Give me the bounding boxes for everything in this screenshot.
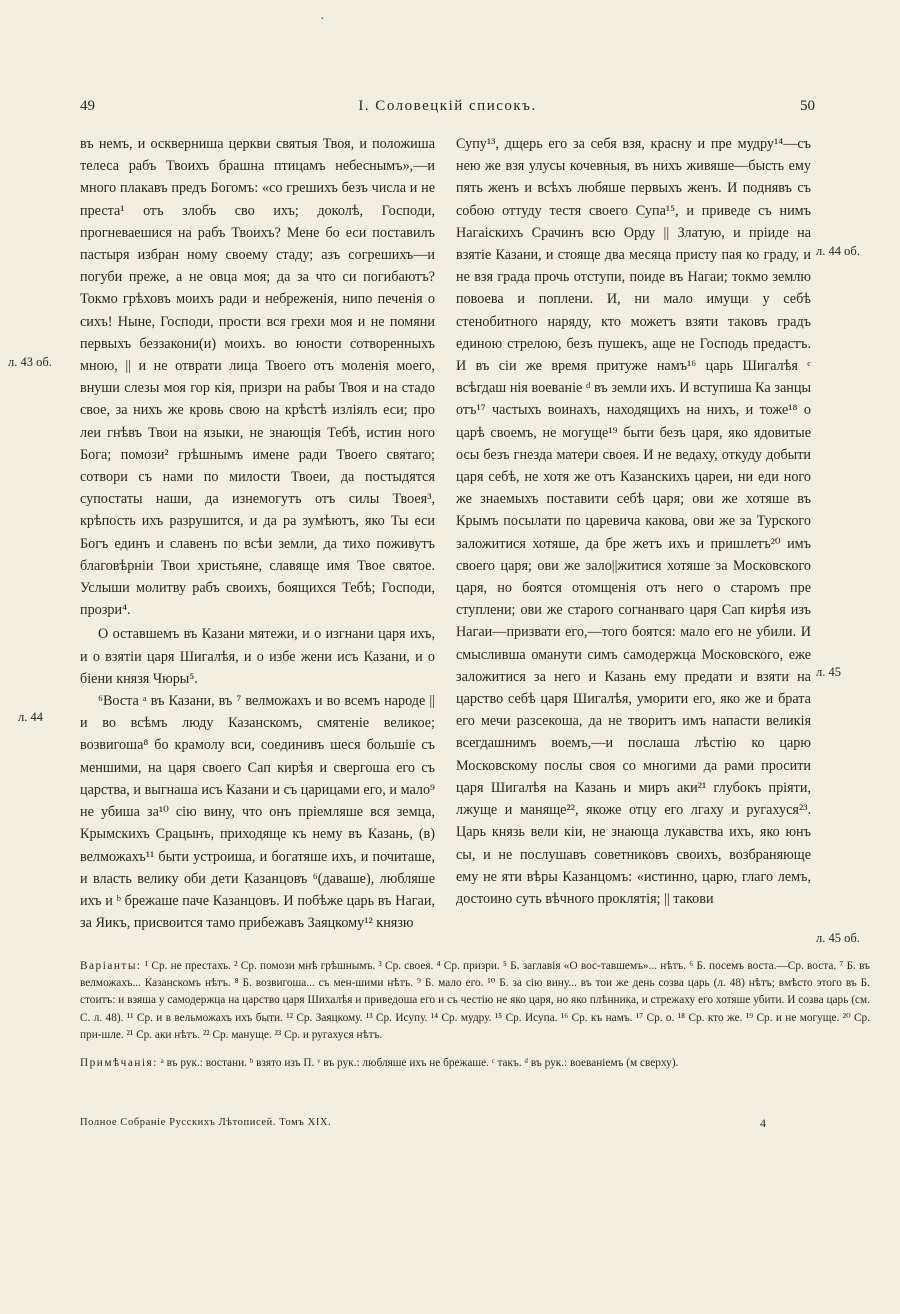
text-line: ихъ; доколѣ, Господи, прогневаешися на рабъ [80,202,435,241]
margin-note-folio: л. 45 [816,665,841,679]
text-line: народе || и во всѣмъ люду Казанскомъ, смятеніе [80,693,435,732]
heading-line: жени исъ Казани, и о біени князя Чюры⁵. [80,648,435,687]
text-line: прозри⁴. [80,602,131,619]
series-footer: Полное Собраніе Русскихъ Лѣтописей. Томъ XIX. [80,1117,332,1128]
text-line: леи гнѣвъ Твои на языки, не знающія Тебѣ, истин [80,424,402,441]
text-line: можетъ взяти таковъ градъ единою стрелою, безъ [456,313,812,352]
text-line: аки²¹ глубокъ пріяти, лжуще и манящe²², якоже [456,779,811,819]
text-line: богатяше ихъ, и почиташе, и власть велику оби [80,848,435,887]
text-line: грешихъ безъ числа и не преста¹ отъ злобъ сво [80,180,435,219]
text-line: печенія о сихъ! Ныне, Господи, прости вся грехи [80,291,436,330]
text-line: пая ко граду, и не взя града прочь отступи, [456,247,812,286]
text-line: Нагаiскихъ Срачинъ всю Орду || Златую, и пріиде [456,224,798,241]
text-line: Твоихъ? Мене бо еси поставилъ пастыря избран [80,224,435,264]
page-header [80,98,815,122]
margin-note-folio: л. 45 об. [816,931,860,945]
notes-block [80,1055,870,1072]
text-line: себѣ, не хотя же отъ Казанскихъ цареи, ни еди [488,469,779,486]
text-line: на взятіе Казани, и стояще два месяца присту [456,224,811,264]
text-line: ови же за Турского заложитися хотяше, да бре [456,513,811,552]
text-line: зумѣютъ, яко Ты еси Богъ единъ и славенъ по [80,513,435,552]
text-line: присвоится тамо прибежавъ Заяцкому¹² князю [133,915,414,932]
text-line: земца, Крымскихъ Срацынъ, приходяще къ нему [80,804,436,843]
text-line: юности сотворенныхъ мною, || и не отврати лица [80,335,436,375]
page-number-left: 49 [80,98,95,114]
text-line: ного же знаемыхъ поставити себѣ царя; ови же [456,469,811,508]
text-line: молитву рабъ своихъ, боящихся Тебѣ; Господи, [136,580,436,597]
text-line: рами просити царя Шигалѣя на Казань и миръ [456,757,811,796]
variants-block [80,958,870,1044]
page-speck: · [320,12,325,27]
narrative-paragraph [80,690,435,934]
text-line: ному своему стаду; азъ согрешихъ—и погуби [80,247,436,286]
notes-label: Примѣчанія: [80,1057,158,1070]
text-line: святаго; сотвори съ нами по милости Твоеи, да [80,446,435,486]
text-line: его мечи разсекоша, да не творитъ имъ напасти [456,713,767,730]
text-line: не яти вѣры Казанцомъ: «истинно, царю, глаго [483,868,774,885]
text-line: исъ Казани и съ царицами его, и мало⁹ не [80,781,435,821]
text-line: убиша за¹⁰ сію вину, что онъ пріемляше вся [100,804,397,821]
text-line: Супу¹³, дщерь его за себя взя, красну и пре [456,136,732,152]
text-line: въ Казань, (в) велможахъ¹¹ быти устроиша, и [80,826,435,865]
text-line: И, ни мало имущи у себѣ стенобитного наряду, кто [456,291,811,330]
text-line: ⁶Воста ᵃ въ Казани, въ ⁷ велможахъ и во всемъ [98,693,385,710]
text-line: время притуже намъ¹⁶ царь Шигалѣя ᶜ всѣгдаш [456,358,811,397]
text-line: же зало||житися хотяше за Московского царя, [456,557,811,597]
text-line: постыдятся супостаты наши, да изнемогутъ отъ [80,469,435,508]
notes-text: ᵃ въ рук.: востани. ᵇ взято изъ П. ᵛ въ рук.: любляше ихъ не брежаше. ᶜ такъ. ᵈ въ рук.: воеваніемъ (м сверху). [160,1057,679,1070]
text-line: кирѣя и свергоша его съ царства, и выгнаша [80,759,435,798]
text-line: отцу его лгаху и ругахуся²³. Царь князь вели [456,802,811,841]
margin-note-folio: л. 44 [18,710,43,724]
prayer-paragraph [80,133,435,621]
text-line: жетъ ихъ и пришлетъ²⁰ имъ своего царя; ови [456,535,811,574]
text-line: ко царю Московскому послы своя со многими да [456,735,811,774]
text-line: занцы отъ¹⁷ частыхъ воинахъ, находящихъ на [456,380,811,419]
apparatus [80,958,870,1072]
text-line: кіи, не знающа лукавства ихъ, яко юнъ сы, и не [456,824,811,863]
margin-note-folio: л. 44 об. [816,244,860,258]
text-line: нихъ, и тоже¹⁸ о царѣ своемъ, не могуще¹⁹ [456,402,811,441]
text-line: мудру¹⁴—съ нею же взя улусы кочевныя, въ [456,136,812,175]
text-line: шеся большіе съ меншими, на царя своего Сап [80,737,435,776]
variants-text: ¹ Ср. не престахъ. ² Ср. помози мнѣ грѣшнымъ. ³ Ср. своея. ⁴ Ср. призри. ⁵ Б. заглавія «О вос-тавшемъ»... нѣтъ. ⁶ Б. посемъ воста.—Ср. воста. ⁷ Б. въ велможахъ... Казанскомъ нѣтъ. ⁸ Б. возвигоша... съ мен-шими нѣтъ. ⁹ Б. мало его. ¹⁰ Б. за сію вину... въ тои же день созва царь (л. 48) нѣтъ; вмѣсто этого въ Б. стоитъ: и взяша у самодержца на царство царя Шихалѣя и приведоша его и съ честію не яко царя, но яко плѣнника, и стрежаху его хотяше убити. И созва царь (см. С. л. 48). ¹¹ Ср. и в вельможахъ ихъ быти. ¹² Ср. Заяцкому. ¹³ Ср. Исупу. ¹⁴ Ср. мудру. ¹⁵ Ср. Исупа. ¹⁶ Ср. къ намъ. ¹⁷ Ср. о. ¹⁸ Ср. кто же. ¹⁹ Ср. и не могуще. ²⁰ Ср. при-шле. ²¹ Ср. аки нѣтъ. ²² Ср. мануще. ²³ Ср. и ругахуся нѣтъ. [80,960,871,1041]
text-line: великое; возвигоша⁸ бо крамолу вси, соединивъ [80,715,435,754]
text-line: Токмо грѣховъ моихъ ради и небреженія, нипо [80,291,373,308]
text-line: него и Казань ему предати и взяти на царство [456,668,811,708]
text-line: кія, призри на рабы Твоя и на стадо свое, за [80,380,435,419]
text-line: лемъ, достоино суть вѣчного проклятія; || такови [456,868,811,907]
text-line: любяше первыхъ женъ. И поднявъ съ собою [456,180,811,219]
text-line: матери своея. И не ведаху, откуду добыти царя [456,446,811,486]
text-line: пушекъ, аще не Господь предастъ. И въ сіи же [456,335,811,375]
text-line: поиде въ Нагаи; токмо землю повоева и поплени. [456,269,811,308]
text-line: нихъ живяше—бысть ему пять женъ и всѣхъ [456,158,811,197]
text-line: самодержца Московского, еже заложитися за [456,646,811,685]
signature-mark: 4 [760,1116,766,1130]
text-line: ного Бога; помози² грѣшнымъ имене ради Твоего [80,424,436,463]
text-line: мало его не убили. И смысливша оманути симъ [456,624,811,663]
text-line: моя и не помяни первыхъ беззакони(и) моихъ. во [80,313,435,352]
narrative-paragraph [456,133,811,910]
text-line: послушавъ советниковъ своихъ, возбраняюще ему [456,846,811,885]
text-line: нія воеваніе ᵈ въ земли ихъ. И вступиша Ка [509,380,771,397]
text-line: великія всегдашнимъ воемъ,—и послаша лѣстію [456,713,811,752]
section-heading [80,623,435,690]
text-line: но боятся отомщенія отъ него о старомъ пре [497,580,812,597]
text-line: дети Казанцовъ ⁶(даваше), любляше ихъ и ᵇ брежаше [80,870,436,909]
text-line: оттуду тестя своего Супа¹⁵, и приведе съ нимъ [502,202,811,219]
text-line: себѣ царя Шигалѣя, уморити его, яко же и брата [508,691,811,708]
text-line: быти безъ царя, яко ядовитые осы безъ гнезда [456,424,811,463]
text-line: Твоего отъ моленія моего, внуши слезы моя гор [80,358,435,397]
text-line: небеснымъ»,—и много плакавъ предъ Богомъ: «со [80,158,435,197]
left-column [80,133,435,934]
text-line: кирѣя изъ Нагаи—призвати его,—того боятся: [456,602,812,641]
running-title: I. Соловецкій списокъ. [358,98,537,114]
text-line: нихъ же кровь свою на крѣстѣ изліялъ еси; про [133,402,435,419]
text-line: христьяне, славяще имя Твое святое. Услыши [80,557,435,597]
text-line: силы Твоея³, крѣпость ихъ разрушится, и да ра [80,491,435,530]
text-line: паче Казанцовъ. И побѣже царь въ Нагаи, за Яикъ, [80,892,435,932]
heading-line: О оставшемъ въ Казани мятежи, и о изгнани [98,626,379,643]
text-line: всѣи земли, да тихо поживутъ благовѣрніи Твои [80,535,435,574]
variants-label: Варіанты: [80,960,142,972]
text-line: преже, а не овца моя; да за что си погибаютъ? [128,269,435,286]
right-column [456,133,811,910]
page-number-right: 50 [800,98,815,114]
margin-note-folio: л. 43 об. [8,355,52,369]
text-line: положиша телеса рабъ Твоихъ брашна птицамъ [80,136,435,175]
heading-line: царя ихъ, и о взятіи царя Шигалѣя, и о избе [80,626,435,665]
text-line: въ немъ, и оскверниша церкви святыя Твоя, и [80,136,373,152]
text-line: хотяше въ Крымъ посылати по царевича какова, [456,491,811,530]
text-line: ступлени; ови же старого согнанваго царя Сап [456,602,745,619]
